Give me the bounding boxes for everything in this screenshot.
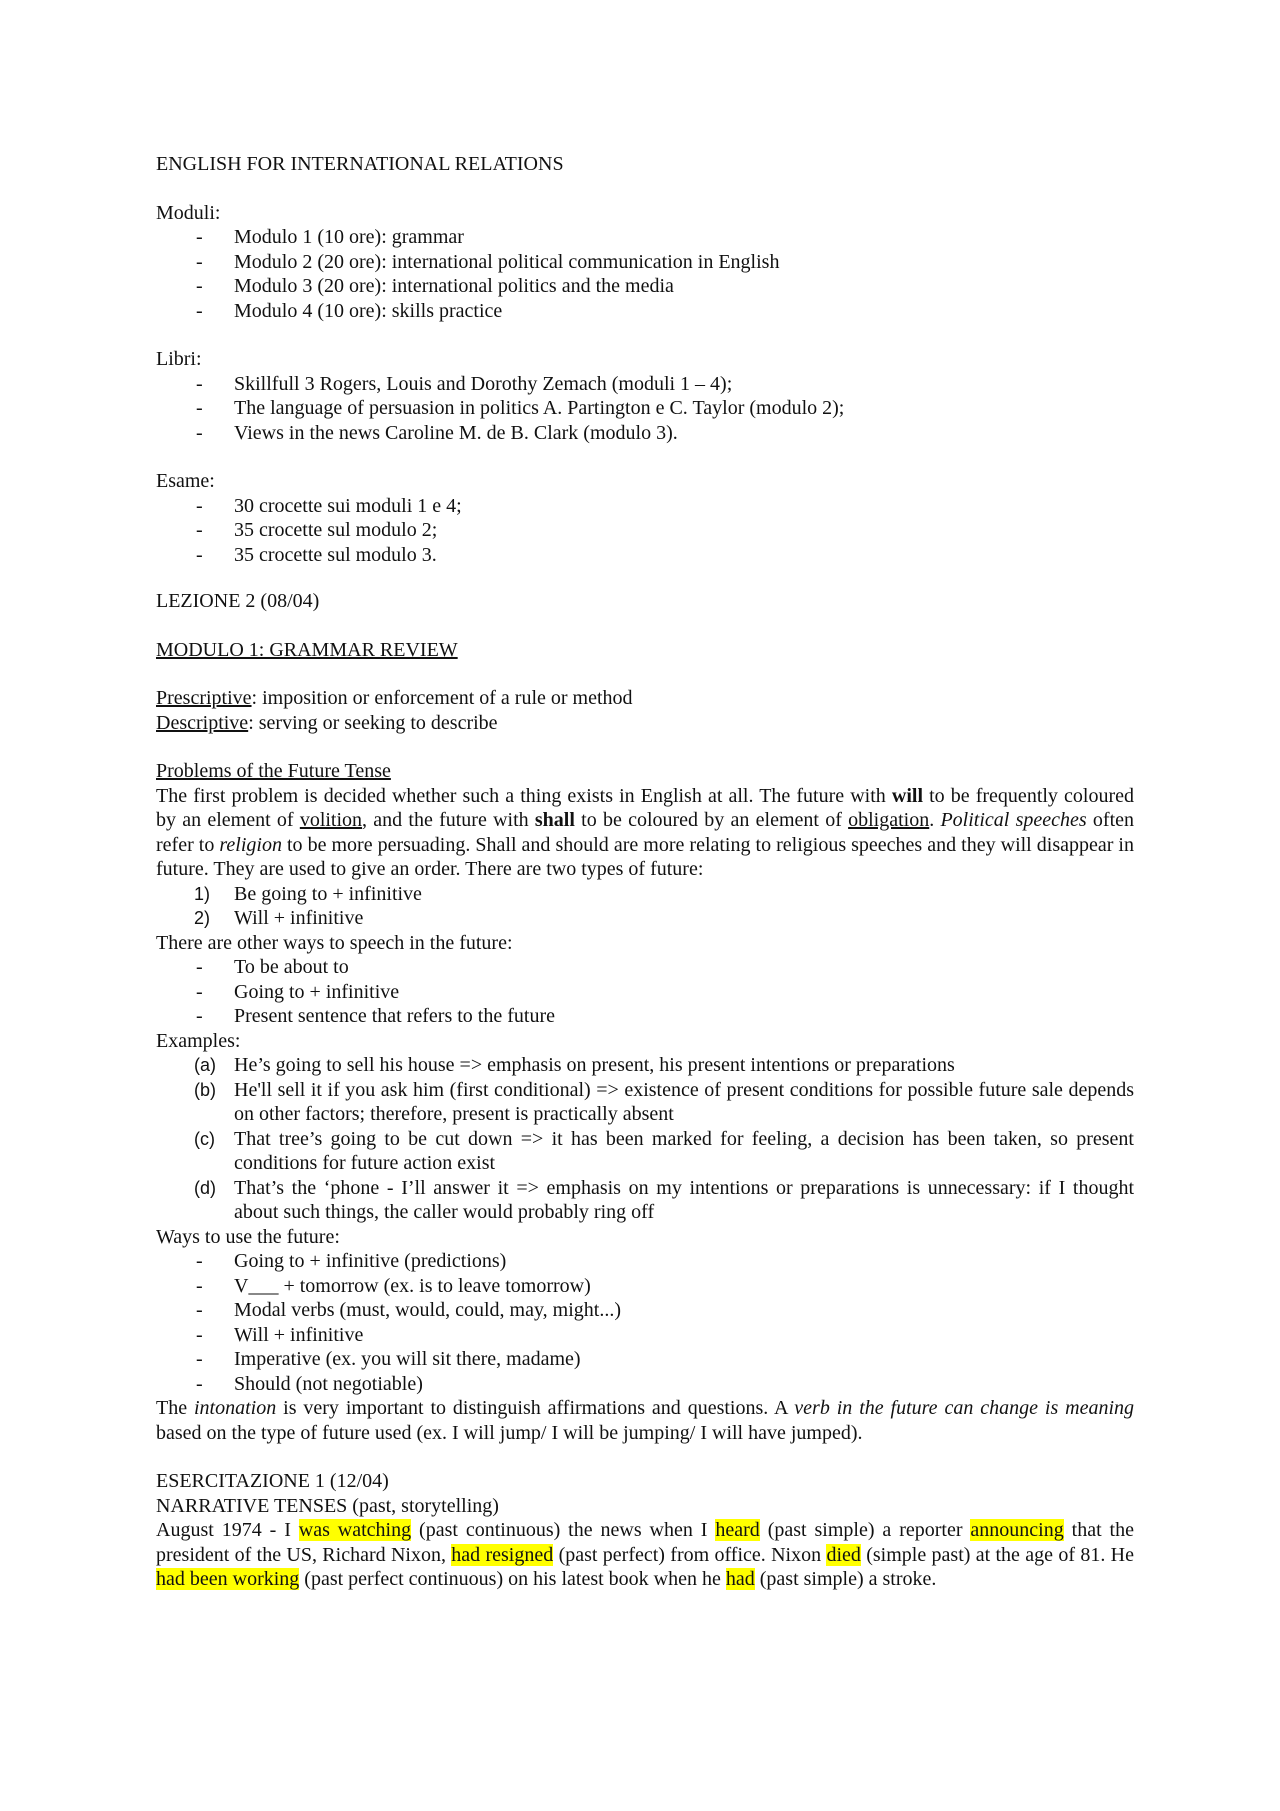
descriptive-term: Descriptive	[156, 711, 249, 734]
lezione-heading: LEZIONE 2 (08/04)	[156, 590, 320, 612]
esercitazione-heading: ESERCITAZIONE 1 (12/04)	[156, 1470, 389, 1492]
prescriptive-term: Prescriptive	[156, 687, 252, 709]
libri-label: Libri:	[156, 348, 202, 370]
document-page	[156, 152, 1134, 1592]
highlight: announcing	[970, 1519, 1064, 1541]
narrative-paragraph: August 1974 - I was watching (past continuous) the news when I heard (past simple) a reporter announcing that the president of the US, Richard Nixon, had resigned (past perfect) from office. Nixon died (simple past) at the age of 81. He had been working (past perfect continuous) on his latest book when he had (past simple) a stroke.	[156, 1519, 1134, 1590]
list-item: - Modulo 3 (20 ore): international politics and the media	[156, 274, 1134, 299]
list-item: - Going to + infinitive	[156, 980, 1134, 1005]
esame-list	[156, 494, 1134, 568]
intonation-paragraph: The intonation is very important to distinguish affirmations and questions. A verb in the future can change is meaning based on the type of future used (ex. I will jump/ I will be jumping/ I will have jumped).	[156, 1397, 1135, 1444]
other-ways-label: There are other ways to speech in the future:	[156, 931, 513, 954]
highlight: died	[826, 1543, 861, 1566]
descriptive-definition: Descriptive: serving or seeking to describe	[156, 711, 498, 734]
list-item: 1) Be going to + infinitive	[194, 882, 422, 905]
ways-label: Ways to use the future:	[156, 1225, 340, 1248]
list-item: - Modulo 4 (10 ore): skills practice	[156, 299, 1134, 324]
list-item: (b) He'll sell it if you ask him (first conditional) => existence of present conditions for possible future sale depends on other factors; therefore, present is practically absent	[194, 1078, 1134, 1125]
highlight: had	[725, 1568, 755, 1590]
list-item: - 35 crocette sul modulo 2;	[156, 518, 1134, 543]
moduli-label: Moduli:	[156, 201, 221, 224]
list-item: - Modulo 1 (10 ore): grammar	[156, 225, 1134, 250]
ways-list	[156, 1249, 1134, 1396]
list-item: - Skillfull 3 Rogers, Louis and Dorothy Zemach (moduli 1 – 4);	[156, 372, 1134, 397]
moduli-list	[156, 225, 1134, 323]
future-paragraph: The first problem is decided whether such a thing exists in English at all. The future with will to be frequently coloured by an element of volition, and the future with shall to be coloured by an element of obligation. Political speeches often refer to religion to be more persuading. Shall and should are more relating to religious speeches and they will disappear in future. They are used to give an order. There are two types of future:	[156, 784, 1135, 880]
list-item: - 30 crocette sui moduli 1 e 4;	[156, 494, 1134, 519]
list-item: - V___ + tomorrow (ex. is to leave tomorrow)	[156, 1274, 1134, 1299]
list-item: - The language of persuasion in politics A. Partington e C. Taylor (modulo 2);	[156, 396, 1134, 421]
list-item: - To be about to	[156, 955, 1134, 980]
esame-label: Esame:	[156, 470, 215, 492]
modulo-heading: MODULO 1: GRAMMAR REVIEW	[156, 638, 458, 661]
libri-list	[156, 372, 1134, 446]
examples-list	[156, 1053, 1134, 1225]
list-item: (c) That tree’s going to be cut down => it has been marked for feeling, a decision has been taken, so present conditions for future action exist	[194, 1127, 1134, 1174]
list-item: - Will + infinitive	[156, 1323, 1134, 1348]
highlight: heard	[715, 1519, 760, 1541]
other-ways-list	[156, 955, 1134, 1029]
list-item: (d) That’s the ‘phone - I’ll answer it => emphasis on my intentions or preparations is unnecessary: if I thought about such things, the caller would probably ring off	[194, 1176, 1134, 1223]
narrative-tenses-heading: NARRATIVE TENSES (past, storytelling)	[156, 1494, 499, 1517]
highlight: was watching	[298, 1519, 412, 1541]
list-item: - Modal verbs (must, would, could, may, might...)	[156, 1298, 1134, 1323]
list-item: - Going to + infinitive (predictions)	[156, 1249, 1134, 1274]
list-item: - Should (not negotiable)	[156, 1372, 1134, 1397]
highlight: had been working	[156, 1568, 300, 1590]
list-item: (a) He’s going to sell his house => emphasis on present, his present intentions or preparations	[194, 1054, 955, 1076]
list-item: 2) Will + infinitive	[194, 907, 364, 929]
list-item: - Views in the news Caroline M. de B. Clark (modulo 3).	[156, 421, 1134, 446]
list-item: - Present sentence that refers to the future	[156, 1004, 1134, 1029]
list-item: - Modulo 2 (20 ore): international political communication in English	[156, 250, 1134, 275]
list-item: - 35 crocette sul modulo 3.	[156, 543, 1134, 568]
future-types-list	[156, 882, 1134, 931]
future-heading: Problems of the Future Tense	[156, 760, 391, 782]
list-item: - Imperative (ex. you will sit there, madame)	[156, 1347, 1134, 1372]
examples-label: Examples:	[156, 1029, 241, 1052]
prescriptive-definition: Prescriptive: imposition or enforcement of a rule or method	[156, 687, 633, 709]
highlight: had resigned	[451, 1543, 554, 1566]
document-title: ENGLISH FOR INTERNATIONAL RELATIONS	[156, 153, 564, 175]
